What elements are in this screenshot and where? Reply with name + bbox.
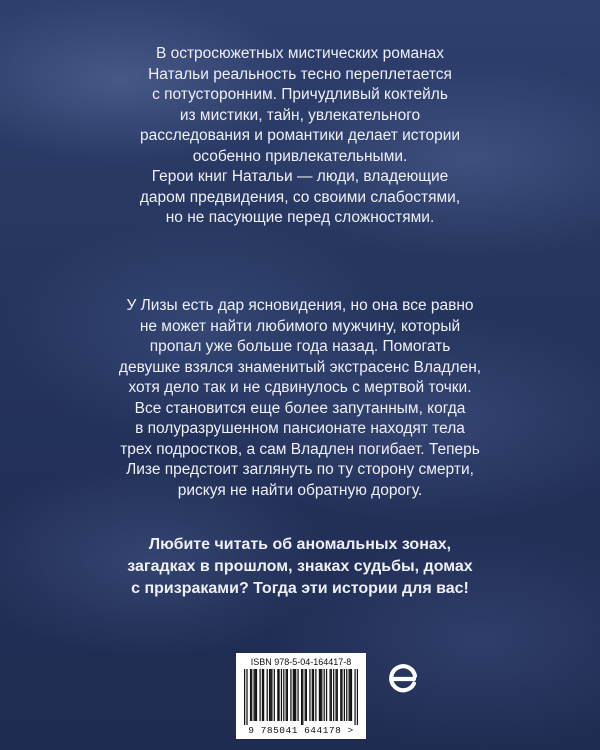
barcode-bar [315,669,316,721]
barcode-bar [262,669,263,721]
text-line: из мистики, тайн, увлекательного [179,106,421,124]
barcode-bar [274,669,275,721]
barcode-bar [349,669,350,721]
text-line: особенно привлекательными. [192,147,408,165]
text-line: девушке взялся знаменитый экстрасенс Владлен, [118,358,482,376]
barcode-bar [250,669,251,721]
barcode-bar [320,669,321,721]
text-line: не может найти любимого мужчину, который [139,317,461,335]
text-line: трех подростков, а сам Владлен погибает. Теперь [120,440,480,458]
text-line: Лизе предстоит заглянуть по ту сторону смерти, [126,461,474,478]
barcode-bar [283,669,284,721]
barcode-bar [331,669,332,721]
barcode-bar [340,669,341,721]
barcode-bar [256,669,257,721]
barcode-bar [286,669,287,721]
barcode-bar [295,669,296,721]
barcode-bar [277,669,278,721]
barcode-bar [269,669,270,721]
barcode-bar [251,669,252,721]
barcode-bar [290,669,291,721]
barcode-bar [293,669,294,721]
text-line: В остросюжетных мистических романах [155,45,445,62]
barcode-bar [321,669,322,721]
barcode-bar [354,669,355,725]
text-line: расследования и романтики делает истории [139,127,461,144]
barcode-bar [346,669,347,721]
barcode-bar [301,669,302,725]
barcode-bar [267,669,268,721]
text-line: пропал уже больше года назад. Помогать [149,338,451,355]
barcode-bar [324,669,325,721]
barcode-bar [271,669,272,721]
barcode-bar [309,669,310,721]
barcode-bar [306,669,307,721]
text-line: Натальи реальность тесно переплетается [148,65,452,83]
barcode-bar [255,669,256,721]
barcode-bar [281,669,282,721]
barcode-bar [254,669,255,721]
text-line: Любите читать об аномальных зонах, [148,536,452,553]
barcode-bar [287,669,288,721]
barcode-bar [350,669,351,721]
text-line: с призраками? Тогда эти истории для вас! [131,580,469,597]
barcode-digits: 9 785041 644178 > [248,725,354,736]
barcode-bar [337,669,338,721]
text-line: даром предвидения, со своими слабостями, [139,188,461,206]
text-line: Все становится еще более запутанным, когда [134,399,466,417]
text-line: Герои книг Натальи — люди, владеющие [151,168,449,185]
barcode-bar [357,669,358,725]
barcode-bar [326,669,327,721]
text-line: загадках в прошлом, знаках судьбы, домах [127,558,473,575]
barcode-bar [278,669,279,721]
plot-summary-paragraph [0,296,600,501]
text-line: У Лизы есть дар ясновидения, но она все равно [126,297,474,314]
isbn-label: ISBN 978-5-04-164417-8 [250,657,352,667]
barcode-bar [305,669,306,721]
eksmo-e-logo-icon [386,662,420,696]
barcode-bar [246,669,247,725]
barcode-bar [294,669,295,721]
barcode-icon [244,669,358,725]
barcode-bar [312,669,313,721]
barcode-bar [330,669,331,721]
text-line: с потусторонним. Причудливый коктейль [152,86,448,103]
barcode-bar [335,669,336,721]
tagline-paragraph [0,534,600,600]
barcode-bar [333,669,334,721]
text-line: рискуя не найти обратную дорогу. [177,481,423,499]
barcode-bar [297,669,298,721]
barcode-bar [344,669,345,721]
text-line: хотя дело так и не сдвинулось с мертвой точки. [128,379,472,396]
barcode-bar [259,669,260,721]
barcode-bar [302,669,303,725]
text-line: в полуразрушенном пансионате находят тела [135,420,465,437]
text-line: но не пасующие перед сложностями. [165,209,435,226]
barcode-bar [313,669,314,721]
barcode-bar [244,669,245,725]
barcode-panel [236,653,366,739]
barcode-bar [351,669,352,721]
barcode-bar [341,669,342,721]
barcode-bar [270,669,271,721]
barcode-bar [319,669,320,721]
barcode-bar [263,669,264,721]
author-description-paragraph [0,44,600,229]
